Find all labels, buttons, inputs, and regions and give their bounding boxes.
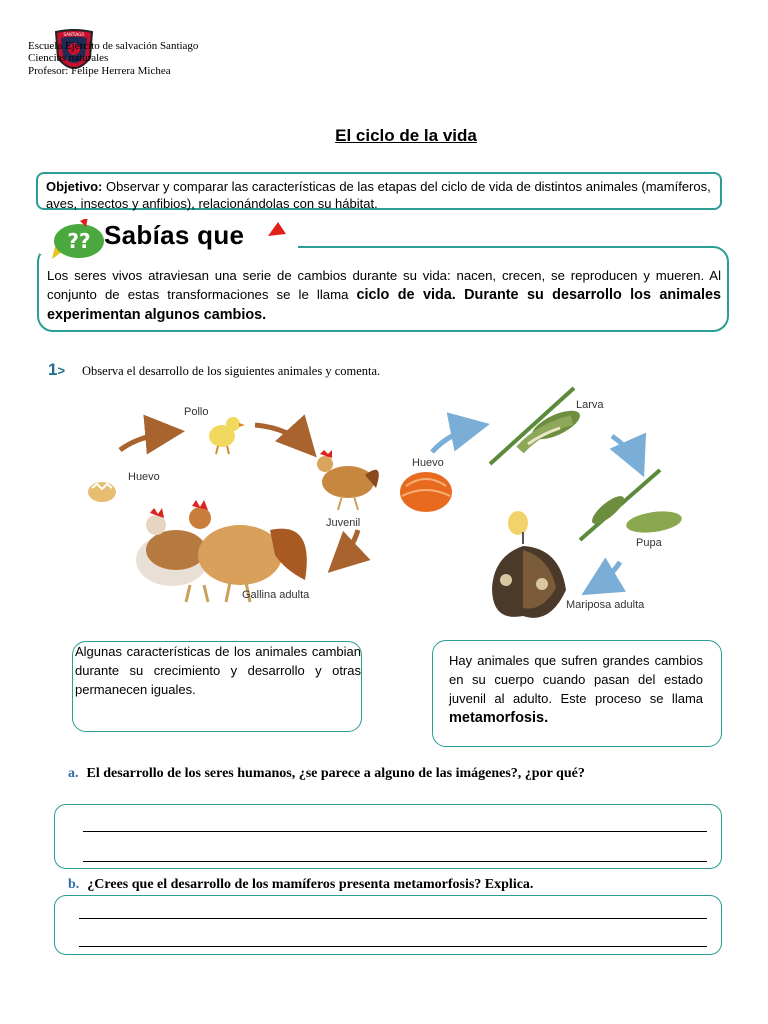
butterfly-egg-icon xyxy=(400,472,452,512)
label-huevo-gallina: Huevo xyxy=(128,471,160,483)
note-metamorphosis xyxy=(432,640,722,747)
answer-box-b[interactable] xyxy=(54,895,722,955)
sabias-highlight: ciclo de vida xyxy=(356,287,452,303)
sabias-text-start: Los seres vivos atraviesan una serie de cambios durante su vida: nacen, crecen, se reproducen y mueren. Al conjunto de estas transformaciones se le llama xyxy=(47,268,721,302)
page-title: El ciclo de la vida xyxy=(335,126,477,145)
question-a-text: El desarrollo de los seres humanos, ¿se parece a alguno de las imágenes?, ¿por qué? xyxy=(86,766,585,781)
activity-number: 1> xyxy=(48,360,66,379)
sabias-title: Sabías que xyxy=(104,220,245,250)
question-b-letter: b. xyxy=(68,877,80,892)
label-juvenil: Juvenil xyxy=(326,517,361,529)
objective-box xyxy=(36,172,722,210)
note-metamorphosis-highlight: metamorfosis. xyxy=(449,710,549,726)
note-metamorphosis-text: Hay animales que sufren grandes cambios en su cuerpo cuando pasan del estado juvenil al adulto. Este proceso se llama xyxy=(449,653,703,706)
question-b xyxy=(68,877,533,893)
larva-icon xyxy=(490,388,584,464)
label-huevo-mariposa: Huevo xyxy=(412,457,444,469)
adult-chickens-icon xyxy=(136,500,307,602)
subject-name: Ciencias naturales xyxy=(28,52,109,64)
juvenile-rooster-icon xyxy=(317,450,379,510)
question-a xyxy=(68,766,585,782)
question-b-text: ¿Crees que el desarrollo de los mamíferos presenta metamorfosis? Explica. xyxy=(87,877,534,892)
egg-icon xyxy=(88,482,116,502)
chicken-cycle xyxy=(88,406,379,602)
life-cycle-illustration xyxy=(80,380,720,630)
answer-line xyxy=(83,831,707,832)
teacher-name: Profesor: Felipe Herrera Michea xyxy=(28,65,171,77)
pupa-icon xyxy=(580,470,683,540)
note-characteristics: Algunas características de los animales cambian durante su crecimiento y desarrollo y otras permanecen iguales. xyxy=(72,641,362,732)
label-pupa: Pupa xyxy=(636,537,662,549)
label-mariposa-adulta: Mariposa adulta xyxy=(566,599,645,611)
logo-text: SANTIAGO xyxy=(63,32,85,37)
chick-icon xyxy=(209,417,245,454)
answer-box-a[interactable] xyxy=(54,804,722,869)
answer-line xyxy=(79,918,707,919)
question-bubble-icon xyxy=(50,219,106,261)
label-pollo: Pollo xyxy=(184,406,209,418)
butterfly-cycle xyxy=(400,388,683,618)
activity-instruction: Observa el desarrollo de los siguientes animales y comenta. xyxy=(82,364,381,378)
label-gallina-adulta: Gallina adulta xyxy=(242,589,310,601)
red-flag-icon xyxy=(266,220,288,238)
sabias-text-end: . Durante su desarrollo los animales experimentan algunos cambios. xyxy=(47,287,721,323)
answer-line xyxy=(83,861,707,862)
sabias-box xyxy=(37,246,729,332)
objective-label: Objetivo: xyxy=(46,179,103,194)
question-a-letter: a. xyxy=(68,766,79,781)
answer-line xyxy=(79,946,707,947)
objective-text: Observar y comparar las características de las etapas del ciclo de vida de distintos animales (mamíferos, aves, insectos y anfibios), relacionándolas con su hábitat. xyxy=(46,179,711,211)
label-larva: Larva xyxy=(576,399,604,411)
adult-butterfly-icon xyxy=(492,511,566,618)
svg-text:??: ?? xyxy=(67,229,91,253)
school-name: Escuela Ejército de salvación Santiago xyxy=(28,40,199,52)
